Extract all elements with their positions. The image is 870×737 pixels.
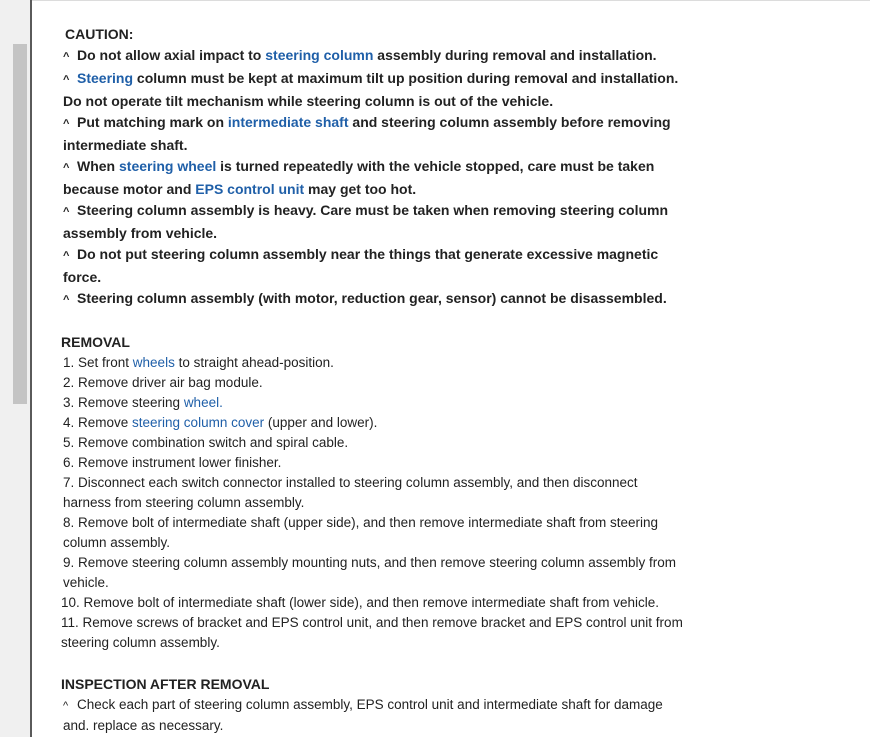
inspection-item: ^ Check each part of steering column assembly, EPS control unit and intermediate shaft for damage and. replace as necessary. [63, 697, 663, 733]
eps-control-unit-link[interactable]: EPS control unit [195, 181, 305, 197]
steering-link[interactable]: Steering [77, 70, 134, 86]
caution-item: ^ When steering wheel is turned repeatedly with the vehicle stopped, care must be taken because motor and EPS control unit may get too hot. [63, 158, 655, 197]
steering-column-link[interactable]: steering column [265, 47, 374, 63]
top-edge [32, 0, 870, 1]
caret-icon: ^ [63, 206, 70, 218]
wheel-link[interactable]: wheel. [183, 395, 223, 410]
scrollbar-thumb[interactable] [13, 44, 27, 404]
removal-step: 6. Remove instrument lower finisher. [63, 455, 282, 470]
caret-icon: ^ [63, 51, 70, 63]
caution-item: ^ Put matching mark on intermediate shaft and steering column assembly before removing intermediate shaft. [63, 114, 671, 153]
caution-item: ^ Steering column assembly is heavy. Care must be taken when removing steering column assembly from vehicle. [63, 202, 669, 241]
removal-step: 4. Remove steering column cover (upper and lower). [63, 415, 378, 430]
steering-wheel-link[interactable]: steering wheel [119, 158, 217, 174]
removal-step: 1. Set front wheels to straight ahead-position. [63, 355, 334, 370]
panel-divider [30, 0, 32, 737]
removal-step: 11. Remove screws of bracket and EPS control unit, and then remove bracket and EPS control unit from steering column assembly. [61, 615, 683, 650]
caution-item: ^ Do not put steering column assembly near the things that generate excessive magnetic force. [63, 246, 659, 285]
caret-icon: ^ [63, 74, 70, 86]
caution-item: ^ Steering column assembly (with motor, reduction gear, sensor) cannot be disassembled. [61, 288, 686, 311]
inspection-title: INSPECTION AFTER REMOVAL [61, 676, 270, 692]
removal-step: 8. Remove bolt of intermediate shaft (upper side), and then remove intermediate shaft from steering column assembly. [63, 515, 659, 550]
caret-icon: ^ [63, 250, 70, 262]
caution-item: ^ Steering column must be kept at maximum tilt up position during removal and installation. Do not operate tilt mechanism while steering column is out of the vehicle. [63, 70, 679, 109]
removal-step: 10. Remove bolt of intermediate shaft (lower side), and then remove intermediate shaft from vehicle. [61, 595, 660, 610]
document-body [61, 24, 686, 736]
caret-icon: ^ [63, 118, 70, 130]
steering-column-cover-link[interactable]: steering column cover [132, 415, 265, 430]
caution-item: ^ Do not allow axial impact to steering column assembly during removal and installation. [61, 45, 686, 68]
caret-icon: ^ [63, 294, 70, 306]
removal-step: 2. Remove driver air bag module. [63, 375, 263, 390]
intermediate-shaft-link[interactable]: intermediate shaft [227, 114, 349, 130]
caret-icon: ^ [63, 700, 69, 712]
wheels-link[interactable]: wheels [132, 355, 175, 370]
removal-title: REMOVAL [61, 334, 130, 350]
inspection-section [61, 695, 686, 736]
removal-step: 3. Remove steering wheel. [63, 395, 223, 410]
removal-section [61, 353, 686, 653]
removal-step: 7. Disconnect each switch connector installed to steering column assembly, and then disconnect harness from steering column assembly. [63, 475, 638, 510]
removal-step: 9. Remove steering column assembly mounting nuts, and then remove steering column assembly from vehicle. [63, 555, 677, 590]
caution-title: CAUTION: [65, 26, 134, 42]
caution-section [61, 24, 686, 311]
caret-icon: ^ [63, 162, 70, 174]
removal-step: 5. Remove combination switch and spiral cable. [63, 435, 349, 450]
